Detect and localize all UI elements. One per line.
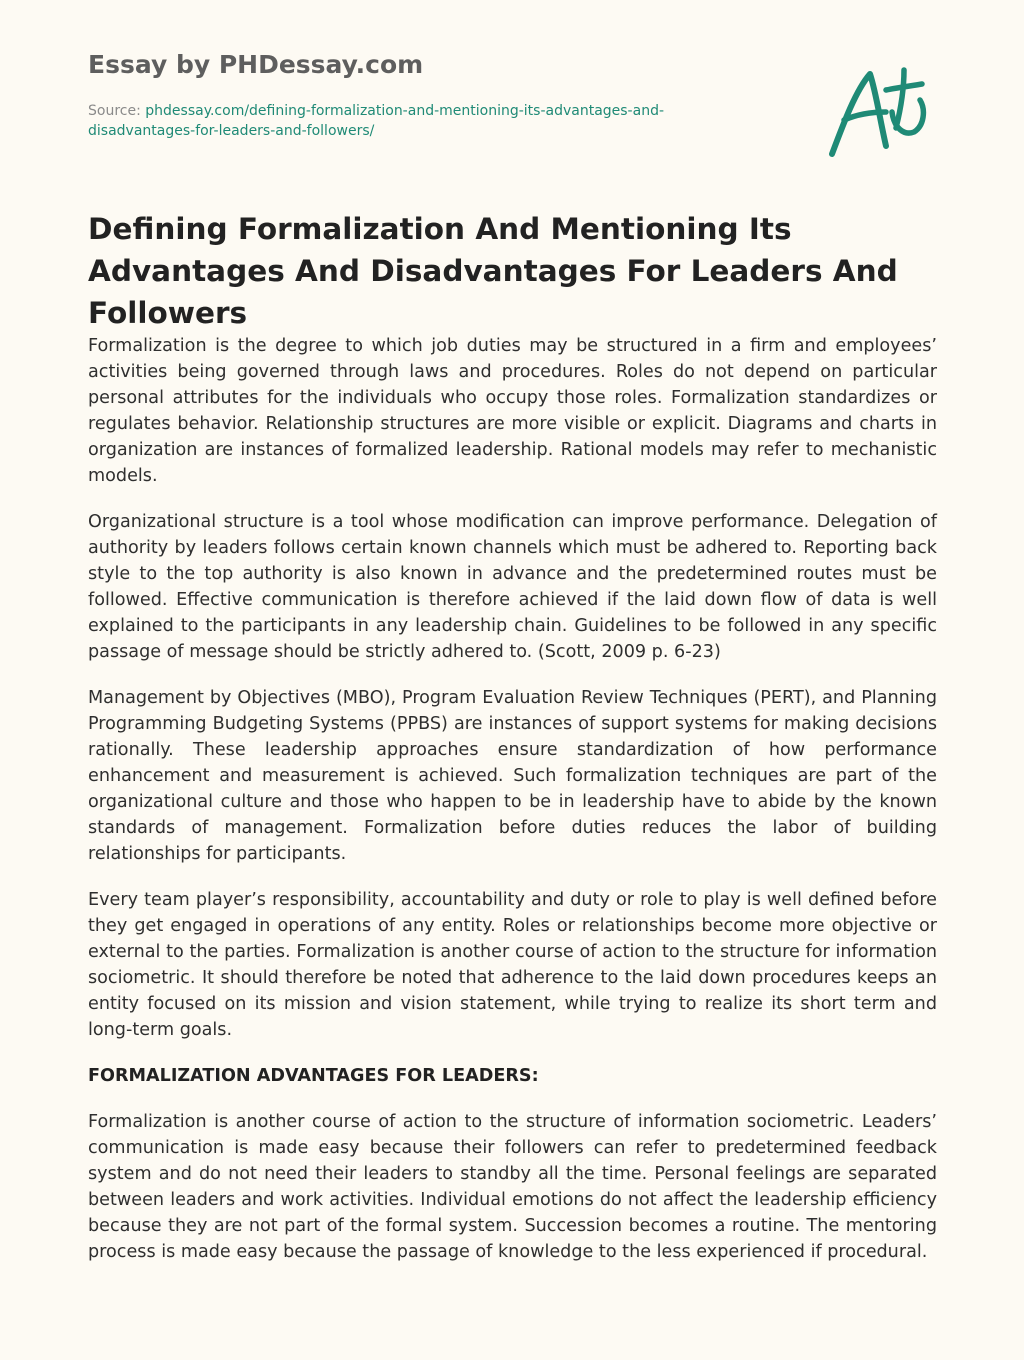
- a-plus-grade-icon: [824, 62, 930, 162]
- essay-page: [88, 0, 937, 1262]
- essay-title: Defining Formalization And Mentioning Its Advantages And Disadvantages For Leaders And Followers: [88, 212, 898, 330]
- source-link[interactable]: phdessay.com/defining-formalization-and-mentioning-its-advantages-and-disadvantages-for-leaders-and-followers/: [88, 103, 665, 139]
- essay-paragraph-4: Every team player’s responsibility, accountability and duty or role to play is well defined before they get engaged in operations of any entity. Roles or relationships become more objective or external to the parties. Formalization is another course of action to the structure for information sociometric. It should therefore be noted that adherence to the laid down procedures keeps an entity focused on its mission and vision statement, while trying to realize its short term and long-term goals.: [88, 890, 937, 1040]
- essay-paragraph-3: Management by Objectives (MBO), Program Evaluation Review Techniques (PERT), and Planning Programming Budgeting Systems (PPBS) are instances of support systems for making decisions rationally. These leadership approaches ensure standardization of how performance enhancement and measurement is achieved. Such formalization techniques are part of the organizational culture and those who happen to be in leadership have to abide by the known standards of management. Formalization before duties reduces the labor of building relationships for participants.: [88, 688, 937, 864]
- section-paragraph: Formalization is another course of action to the structure of information sociometric. Leaders’ communication is made easy because their followers can refer to predetermined feedback system and do not need their leaders to standby all the time. Personal feelings are separated between leaders and work activities. Individual emotions do not affect the leadership efficiency because they are not part of the formal system. Succession becomes a routine. The mentoring process is made easy because the passage of knowledge to the less experienced if procedural.: [88, 1112, 937, 1262]
- page-header: [88, 0, 937, 170]
- essay-paragraph-2: Organizational structure is a tool whose modification can improve performance. Delegation of authority by leaders follows certain known channels which must be adhered to. Reporting back style to the top authority is also known in advance and the predetermined routes must be followed. Effective communication is therefore achieved if the laid down flow of data is well explained to the participants in any leadership chain. Guidelines to be followed in any specific passage of message should be strictly adhered to. (Scott, 2009 p. 6-23): [88, 512, 937, 662]
- site-title: Essay by PHDessay.com: [88, 50, 424, 79]
- essay-body: [88, 333, 937, 1285]
- source-label: Source:: [88, 103, 146, 119]
- source-line: [88, 101, 728, 141]
- essay-paragraph-1: Formalization is the degree to which job duties may be structured in a firm and employees’ activities being governed through laws and procedures. Roles do not depend on particular personal attributes for the individuals who occupy those roles. Formalization standardizes or regulates behavior. Relationship structures are more visible or explicit. Diagrams and charts in organization are instances of formalized leadership. Rational models may refer to mechanistic models.: [88, 336, 937, 486]
- section-heading: FORMALIZATION ADVANTAGES FOR LEADERS:: [88, 1066, 539, 1086]
